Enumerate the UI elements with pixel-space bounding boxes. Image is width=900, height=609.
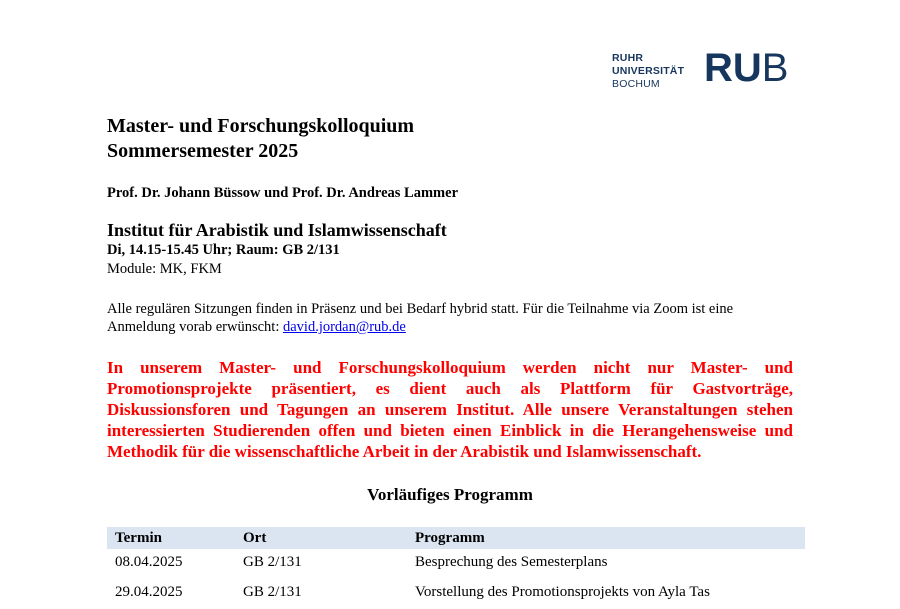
- professors: Prof. Dr. Johann Büssow und Prof. Dr. Andreas Lammer: [107, 185, 459, 201]
- institute-name: Institut für Arabistik und Islamwissenschaft: [107, 220, 447, 240]
- logo-rub-wordmark: [704, 46, 788, 90]
- program-heading: Vorläufiges Programm: [367, 485, 533, 504]
- time-room: Di, 14.15-15.45 Uhr; Raum: GB 2/131: [107, 242, 340, 258]
- email-link[interactable]: david.jordan@rub.de: [282, 319, 406, 335]
- program-table: [107, 527, 805, 609]
- highlight-paragraph: In unserem Master- und Forschungskolloquium werden nicht nur Master- und Promotionsprojekte präsentiert, es dient auch als Plattform für Gastvorträge, Diskussionsforen und Tagungen an unserem Institut. Alle unsere Veranstaltungen stehen interessierten Studierenden offen und bieten einen Einblick in die Herangehensweise und Methodik für die wissenschaftliche Arbeit in der Arabistik und Islamwissenschaft.: [107, 358, 793, 461]
- cell-room: GB 2/131: [243, 584, 302, 600]
- title-line-1: Master- und Forschungskolloquium: [107, 115, 415, 137]
- page-title: [107, 114, 414, 164]
- logo-line-universitaet: UNIVERSITÄT: [612, 65, 685, 77]
- logo-line-bochum: BOCHUM: [612, 78, 660, 90]
- table-header-row: [107, 527, 805, 549]
- modules: Module: MK, FKM: [107, 261, 222, 277]
- cell-date: 29.04.2025: [115, 584, 183, 600]
- cell-date: 08.04.2025: [115, 554, 183, 570]
- header-programm: Programm: [415, 530, 485, 546]
- title-line-2: Sommersemester 2025: [107, 140, 299, 162]
- logo-ru: RU: [704, 46, 762, 90]
- cell-room: GB 2/131: [243, 554, 302, 570]
- table-row: [107, 549, 805, 579]
- header-ort: Ort: [243, 530, 267, 546]
- table-row: [107, 579, 805, 609]
- intro-text: Alle regulären Sitzungen finden in Präsenz und bei Bedarf hybrid statt. Für die Teilnahme via Zoom ist eine Anmeldung vorab erwünscht:: [107, 301, 734, 335]
- logo-text-block: [612, 52, 684, 91]
- intro-paragraph: [107, 300, 797, 336]
- cell-program: Vorstellung des Promotionsprojekts von Ayla Tas: [415, 584, 710, 600]
- logo-line-ruhr: RUHR: [612, 52, 644, 64]
- header-termin: Termin: [115, 530, 162, 546]
- cell-program: Besprechung des Semesterplans: [415, 554, 608, 570]
- logo-b: B: [761, 46, 789, 90]
